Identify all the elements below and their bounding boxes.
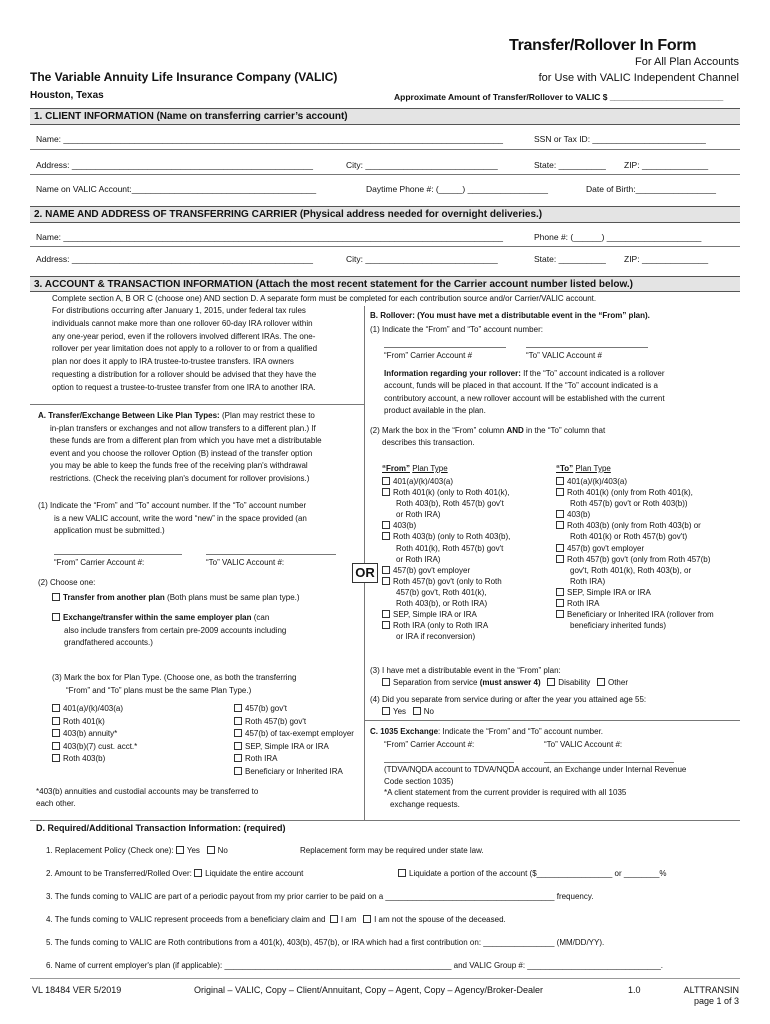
employer-plan-question[interactable]: 6. Name of current employer's plan (if applicable): ___________________________________________________ and VALIC Group #: ______________________________.: [46, 961, 663, 970]
section-a-title: A. Transfer/Exchange Between Like Plan Types:: [38, 411, 220, 420]
carrier-address-field[interactable]: Address: ___________________________________________________: [36, 254, 313, 264]
carrier-name-field[interactable]: Name: _____________________________________________________________________________________________: [36, 232, 504, 242]
section-c-to-account[interactable]: “To” VALIC Account #:: [544, 740, 623, 749]
section-b-step-1: (1) Indicate the “From” and “To” account number:: [370, 325, 543, 334]
section-b-title: B. Rollover: (You must have met a distributable event in the “From” plan).: [370, 311, 650, 320]
option-exchange-same-employer[interactable]: Exchange/transfer within the same employer plan (can also include transfers from certain pre-2009 accounts including grandfathered accounts.): [52, 612, 286, 650]
replacement-note: Replacement form may be required under state law.: [300, 846, 484, 855]
section-3-header: [30, 276, 740, 292]
section-d-title: D. Required/Additional Transaction Information: (required): [36, 823, 286, 833]
form-subtitle-2: for Use with VALIC Independent Channel: [538, 72, 739, 84]
client-state-field[interactable]: State: __________: [534, 160, 606, 170]
form-subtitle-1: For All Plan Accounts: [635, 56, 739, 68]
section-c-note: (TDVA/NQDA account to TDVA/NQDA account, an Exchange under Internal Revenue Code section 1035) *A client statement from the current provider is required with all 1035 exchange requests.: [384, 765, 687, 809]
section-2-title: 2. NAME AND ADDRESS OF TRANSFERRING CARRIER: [34, 209, 298, 220]
carrier-zip-field[interactable]: ZIP: ______________: [624, 254, 709, 264]
i-am-not-checkbox[interactable]: [363, 915, 371, 923]
section-b-step-2: (2) Mark the box in the “From” column AND in the “To” column that describes this transaction.: [370, 426, 606, 448]
from-plan-list[interactable]: 401(a)/(k)/403(a) Roth 401(k) (only to Roth 401(k), Roth 403(b), Roth 457(b) gov't or Roth IRA) 403(b) Roth 403(b) (only to Roth 403(b), Roth 401(k), Roth 457(b) gov't or Roth IRA) 457(b) gov't employer Roth 457(b) gov't (only to Roth 457(b) gov't, Roth 401(k), Roth 403(b), or Roth IRA) SEP, Simple IRA or IRA Roth IRA (only to Roth IRA or IRA if reconversion): [382, 476, 510, 642]
i-am-checkbox[interactable]: [330, 915, 338, 923]
client-name-field[interactable]: Name: _____________________________________________________________________________________________: [36, 134, 504, 144]
section-b-step-4: (4) Did you separate from service during or after the year you attained age 55: Yes No: [370, 695, 647, 717]
section-a-step-2: (2) Choose one:: [38, 578, 96, 587]
replacement-policy-question: 1. Replacement Policy (Check one): Yes No: [46, 846, 228, 855]
page-number: page 1 of 3: [693, 996, 739, 1006]
client-city-field[interactable]: City: ____________________________: [346, 160, 498, 170]
checkbox[interactable]: [382, 678, 390, 686]
form-title: Transfer/Rollover In Form: [509, 37, 697, 54]
form-code: ALTTRANSIN: [683, 985, 739, 995]
checkbox[interactable]: [597, 678, 605, 686]
section-a-footnote: *403(b) annuities and custodial accounts may be transferred to each other.: [36, 787, 259, 809]
rollover-info: Information regarding your rollover: If the “To” account indicated is a rollover account, funds will be placed in that account. If the “To” account indicated is a contributory account, a new rollover account will be established with the current product available in the plan.: [384, 369, 665, 416]
company-location: Houston, Texas: [30, 90, 104, 101]
checkbox[interactable]: [547, 678, 555, 686]
to-column-header: “To” Plan Type: [556, 464, 611, 473]
section-a-intro: A. Transfer/Exchange Between Like Plan Types: (Plan may restrict these to in-plan transfers or exchanges and not allow transfers to a different plan.) If these funds are from a different plan from which you have met a distributable event and you choose the rollover Option (B) instead of the transfer option you may be able to keep the funds free of the receiving plan's withdrawal restrictions. (Check the receiving plan's document for rollover provisions.): [38, 411, 322, 483]
section-a-to-account[interactable]: “To” VALIC Account #:: [206, 558, 285, 567]
approx-amount-field[interactable]: Approximate Amount of Transfer/Rollover to VALIC $ ________________________: [394, 92, 724, 102]
rollover-limit-note: For distributions occurring after January 1, 2015, under federal tax rules individuals cannot make more than one rollover 60-day IRA rollover within any one-year period, even if the rollovers involved different IRAs. The one- rollover per year limitation does not apply to a rollover to or from a qualified plan nor does it apply to IRA trustee-to-trustee transfers. IRA owners requesting a distribution for a rollover should be advised that they have the option to request a trustee-to-trustee transfer from one IRA to another IRA.: [52, 306, 318, 392]
carrier-state-field[interactable]: State: __________: [534, 254, 606, 264]
amount-question: 2. Amount to be Transferred/Rolled Over: Liquidate the entire account: [46, 869, 304, 878]
section-2-note: (Physical address needed for overnight deliveries.): [299, 209, 543, 220]
daytime-phone-field[interactable]: Daytime Phone #: (_____) _________________: [366, 184, 548, 194]
liquidate-portion-checkbox[interactable]: [398, 869, 406, 877]
replacement-no-checkbox[interactable]: [207, 846, 215, 854]
to-plan-list[interactable]: 401(a)/(k)/403(a) Roth 401(k) (only from Roth 401(k), Roth 457(b) gov't or Roth 403(b)) 403(b) Roth 403(b) (only from Roth 403(b) or Roth 401(k) or Roth 457(b) gov't) 457(b) gov't employer Roth 457(b) gov't (only from Roth 457(b) gov't, Roth 401(k), Roth 403(b), or Roth IRA) SEP, Simple IRA or IRA Roth IRA Beneficiary or Inherited IRA (rollover from beneficiary inherited funds): [556, 476, 714, 631]
section-a-from-account[interactable]: “From” Carrier Account #:: [54, 558, 145, 567]
periodic-payout-question[interactable]: 3. The funds coming to VALIC are part of a periodic payout from my prior carrier to be paid on a ______________________________________ frequency.: [46, 892, 594, 901]
carrier-city-field[interactable]: City: ____________________________: [346, 254, 498, 264]
option-transfer-another-plan[interactable]: Transfer from another plan (Both plans must be same plan type.): [52, 593, 300, 603]
section-c-from-account[interactable]: “From” Carrier Account #:: [384, 740, 475, 749]
from-column-header: “From” Plan Type: [382, 464, 448, 473]
checkbox[interactable]: [413, 707, 421, 715]
client-zip-field[interactable]: ZIP: ______________: [624, 160, 709, 170]
section-1-note: (Name on transferring carrier’s account): [156, 111, 348, 122]
roth-contribution-question[interactable]: 5. The funds coming to VALIC are Roth contributions from a 401(k), 403(b), 457(b), or IRA which had a first contribution on: ________________ (MM/DD/YY).: [46, 938, 605, 947]
ssn-field[interactable]: SSN or Tax ID: ________________________: [534, 134, 706, 144]
section-a-plan-types-right[interactable]: 457(b) gov't Roth 457(b) gov't 457(b) of tax-exempt employer SEP, Simple IRA or IRA Roth IRA Beneficiary or Inherited IRA: [234, 703, 354, 779]
or-label: OR: [352, 563, 378, 583]
liquidate-entire-checkbox[interactable]: [194, 869, 202, 877]
replacement-yes-checkbox[interactable]: [176, 846, 184, 854]
section-2-header: [30, 206, 740, 223]
section-b-from-account[interactable]: “From” Carrier Account #: [384, 351, 473, 360]
checkbox[interactable]: [52, 613, 60, 621]
section-a-step-3: (3) Mark the box for Plan Type. (Choose one, as both the transferring “From” and “To” plans must be the same Plan Type.): [52, 673, 297, 695]
liquidate-portion-option[interactable]: Liquidate a portion of the account ($_________________ or ________%: [398, 869, 667, 879]
section-b-to-account[interactable]: “To” VALIC Account #: [526, 351, 602, 360]
copy-distribution: Original – VALIC, Copy – Client/Annuitant, Copy – Agent, Copy – Agency/Broker-Dealer: [194, 985, 544, 995]
carrier-phone-field[interactable]: Phone #: (______) ____________________: [534, 232, 702, 242]
beneficiary-claim-question: 4. The funds coming to VALIC represent proceeds from a beneficiary claim and I am I am not the spouse of the deceased.: [46, 915, 506, 924]
checkbox[interactable]: [382, 707, 390, 715]
client-address-field[interactable]: Address: ___________________________________________________: [36, 160, 313, 170]
date-of-birth-field[interactable]: Date of Birth:_________________: [586, 184, 716, 194]
section-a-step-1: (1) Indicate the “From” and “To” account number. If the “To” account number is a new VALIC account, write the word “new” in the space provided (an application must be submitted.): [38, 501, 307, 536]
section-3-intro: Complete section A, B OR C (choose one) AND section D. A separate form must be completed for each contribution source and/or Carrier/VALIC account.: [52, 294, 597, 303]
form-id: VL 18484 VER 5/2019: [32, 985, 122, 995]
section-1-header: [30, 108, 740, 125]
section-3-title: 3. ACCOUNT & TRANSACTION INFORMATION: [34, 279, 253, 290]
valic-account-name-field[interactable]: Name on VALIC Account:_______________________________________: [36, 184, 317, 194]
section-1-title: 1. CLIENT INFORMATION: [34, 111, 154, 122]
company-name: The Variable Annuity Life Insurance Company (VALIC): [30, 70, 338, 84]
section-3-note: (Attach the most recent statement for the Carrier account number listed below.): [255, 279, 634, 290]
section-a-plan-types-left[interactable]: 401(a)/(k)/403(a) Roth 401(k) 403(b) annuity* 403(b)(7) cust. acct.* Roth 403(b): [52, 703, 137, 766]
form-version: 1.0: [628, 985, 641, 995]
section-b-step-3: (3) I have met a distributable event in the “From” plan: Separation from service (must answer 4) Disability Other: [370, 666, 628, 688]
checkbox[interactable]: [52, 593, 60, 601]
section-c-title: C. 1035 Exchange: Indicate the “From” and “To” account number.: [370, 727, 604, 736]
